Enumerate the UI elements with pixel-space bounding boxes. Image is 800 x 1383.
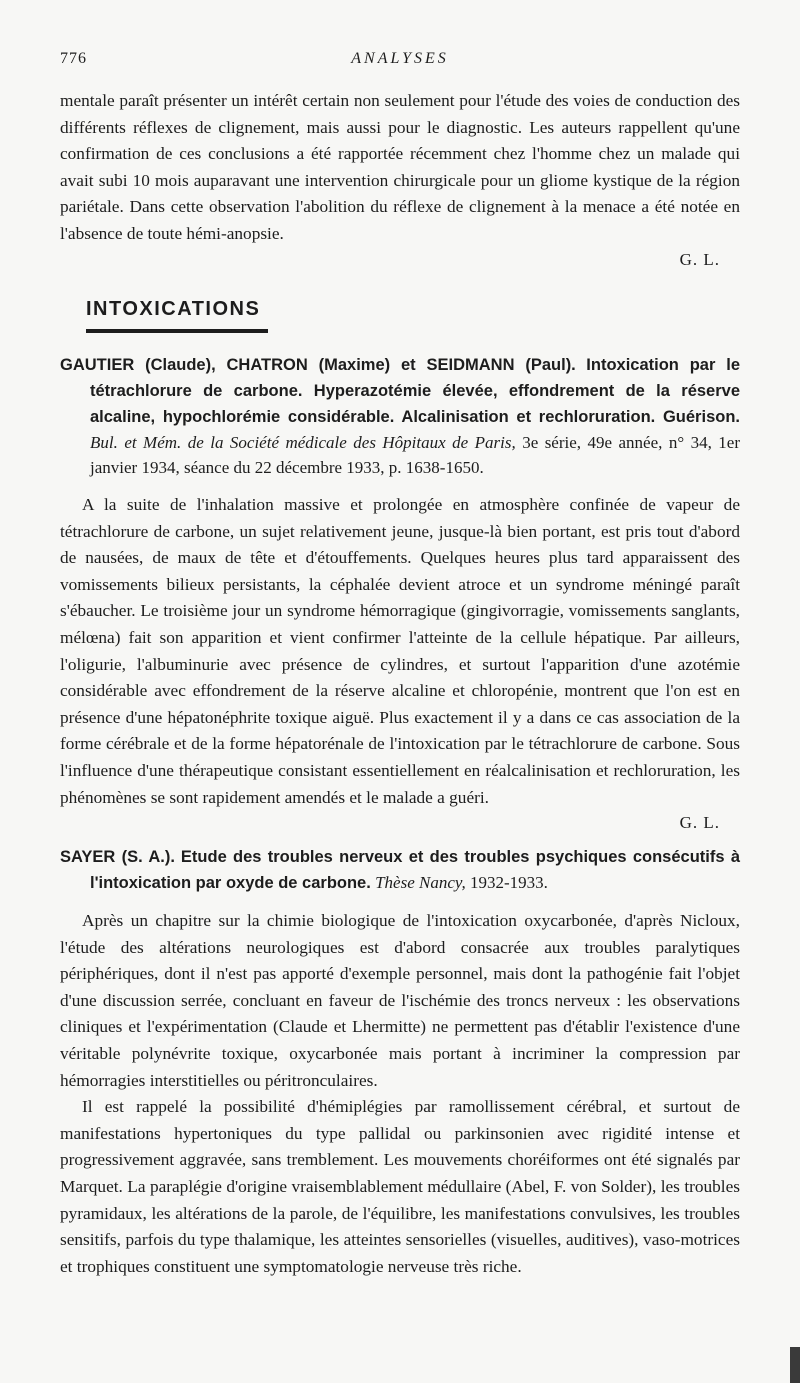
previous-abstract-signature: G. L. [679, 249, 720, 269]
article-title: Intoxication par le tétrachlorure de carbone. Hyperazotémie élevée, effondrement de la réserve alcaline, hypochlorémie considérable. Alcalinisation et rechloruration. Guérison. [90, 356, 741, 426]
article-abstract-text: A la suite de l'inhalation massive et prolongée en atmosphère confinée de vapeur de tétrachlorure de carbone, un sujet relativement jeune, jusque-là bien portant, est pris tout d'abord de nausées, de maux de tête et d'étouffements. Quelques heures plus tard apparaissent des vomissements bilieux persistants, la céphalée devient atroce et un syndrome méningé paraît s'ébaucher. Le troisième jour un syndrome hémorragique (gingivorragie, vomissements sanglants, mélœna) fait son apparition et vient confirmer l'atteinte de la cellule hépatique. Par ailleurs, l'oligurie, l'albuminurie avec présence de cylindres, et surtout l'apparition d'une azotémie considérable avec effondrement de la réserve alcaline et chloropénie, montrent que l'on est en présence d'une hépatonéphrite toxique aiguë. Plus exactement il y a dans ce cas association de la forme cérébrale et de la forme hépatorénale de l'intoxication par le tétrachlorure de carbone. Sous l'influence d'une thérapeutique consistant essentiellement en réalcalinisation et rechloruration, les phénomènes se sont rapidement amendés et le malade a guéri. [60, 495, 740, 807]
page-number: 776 [60, 50, 87, 67]
article-abstract-text: Il est rappelé la possibilité d'hémiplégies par ramollissement cérébral, et surtout de manifestations hypertoniques du type pallidal ou parkinsonien avec rigidité intense et progressivement aggravée, sans tremblement. Les mouvements choréiformes ont été signalés par Marquet. La paraplégie d'origine vraisemblablement médullaire (Abel, F. von Solder), les troubles pyramidaux, les altérations de la parole, de l'équilibre, les manifestations convulsives, les troubles sensitifs, parfois du type thalamique, les atteintes sensorielles (visuelles, auditives), vaso-motrices et trophiques constituent une symptomatologie nerveuse très riche. [60, 1097, 740, 1276]
section-heading [86, 298, 268, 333]
article-reference [60, 844, 740, 896]
article-title: Etude des troubles nerveux et des troubles psychiques consécutifs à l'intoxication par oxyde de carbone. [90, 848, 740, 892]
article-reference [60, 352, 740, 480]
article-authors: SAYER (S. A.). [60, 848, 175, 866]
page-header [60, 50, 740, 80]
article-signature: G. L. [679, 813, 720, 833]
article-details: 1932-1933. [469, 873, 548, 892]
previous-abstract-text: mentale paraît présenter un intérêt certain non seulement pour l'étude des voies de conduction des différents réflexes de clignement, mais aussi pour le diagnostic. Les auteurs rappellent qu'une confirmation de ces conclusions a été rapportée récemment chez l'homme chez un malade qui avait subi 10 mois auparavant une intervention chirurgicale pour un gliome kystique de la région pariétale. Dans cette observation l'abolition du réflexe de clignement à la menace a été notée en l'absence de toute hémi-anopsie. [60, 91, 740, 243]
article-details: 3e série, 49e année, n° 34, 1er janvier 1934, séance du 22 décembre 1933, p. 1638-1650. [90, 433, 741, 477]
article-authors: GAUTIER (Claude), CHATRON (Maxime) et SEIDMANN (Paul). [60, 356, 576, 374]
article-gautier [60, 352, 740, 833]
scan-edge-mark [790, 1347, 800, 1383]
section-underline [86, 329, 268, 333]
article-abstract-text: Après un chapitre sur la chimie biologique de l'intoxication oxycarbonée, d'après Nicloux, l'étude des altérations neurologiques est d'abord consacrée aux troubles paralytiques périphériques, dont il n'est pas apporté d'exemple personnel, mais dont la pathogénie fait l'objet d'une discussion serrée, concluant en faveur de l'ischémie des troncs nerveux : les observations cliniques et l'expérimentation (Claude et Lhermitte) ne permettent pas d'établir l'existence d'une véritable polynévrite toxique, oxycarbonée mais portant à incriminer la compression par hémorragies interstitielles ou péritronculaires. [60, 911, 740, 1090]
article-source: Thèse Nancy, [375, 873, 466, 892]
article-sayer [60, 844, 740, 1280]
section-title: INTOXICATIONS [86, 298, 261, 320]
running-head: ANALYSES [351, 50, 449, 67]
previous-abstract [60, 88, 740, 270]
article-source: Bul. et Mém. de la Société médicale des Hôpitaux de Paris, [90, 433, 516, 452]
